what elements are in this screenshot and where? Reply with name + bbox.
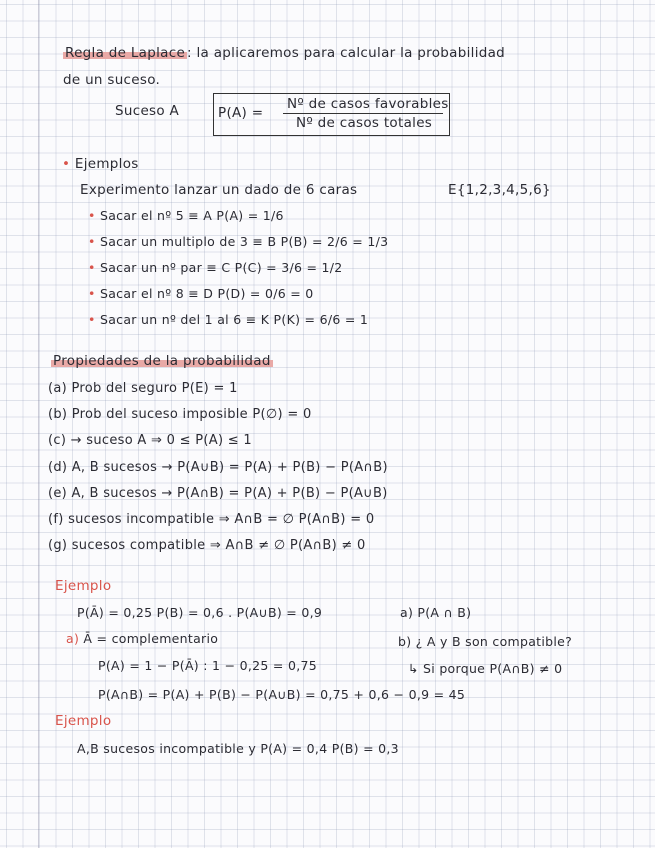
propiedad-label: (e): [48, 486, 68, 501]
propiedad-label: (c): [48, 433, 67, 448]
ejemplo1-question-a: a) P(A ∩ B): [400, 605, 472, 620]
experiment-text: Experimento lanzar un dado de 6 caras: [80, 182, 358, 198]
propiedad-label: (a): [48, 381, 68, 396]
ejemplo1-question-b: b) ¿ A y B son compatible?: [398, 634, 573, 649]
ejemplo-item: [88, 233, 388, 251]
formula-numerator: Nº de casos favorables: [287, 96, 449, 112]
ejemplo-item-text: Sacar un nº par ≡ C P(C) = 3/6 = 1/2: [99, 260, 343, 275]
propiedades-title: [51, 352, 273, 370]
propiedad-text: A, B sucesos → P(A∪B) = P(A) + P(B) − P(A∩B): [71, 460, 388, 475]
propiedad-text: A, B sucesos → P(A∩B) = P(A) + P(B) − P(A∪B): [71, 486, 388, 501]
propiedad-label: (b): [48, 407, 68, 422]
ejemplo-item: [88, 285, 314, 303]
ejemplos-heading-text: Ejemplos: [74, 156, 139, 172]
propiedad-label: (g): [48, 538, 68, 553]
ejemplo-item-text: Sacar el nº 8 ≡ D P(D) = 0/6 = 0: [99, 286, 314, 301]
propiedad-item: [48, 511, 374, 529]
propiedad-label: (f): [48, 512, 64, 527]
ejemplo1-b-answer: ↳ Si porque P(A∩B) ≠ 0: [408, 661, 563, 676]
ejemplo1-a-calc: P(A) = 1 − P(Ā) : 1 − 0,25 = 0,75: [98, 658, 317, 673]
formula-left: P(A) =: [218, 105, 264, 121]
propiedad-text: → suceso A ⇒ 0 ≤ P(A) ≤ 1: [70, 433, 252, 448]
propiedad-item: [48, 406, 312, 424]
ejemplo2-text: A,B sucesos incompatible y P(A) = 0,4 P(B) = 0,3: [77, 741, 399, 756]
ejemplo1-given: P(Ā) = 0,25 P(B) = 0,6 . P(A∪B) = 0,9: [77, 605, 323, 620]
propiedad-text: Prob del seguro P(E) = 1: [71, 381, 238, 396]
propiedad-item: [48, 459, 388, 477]
sample-space: E{1,2,3,4,5,6}: [448, 182, 551, 198]
ejemplo-item: [88, 259, 343, 277]
propiedad-item: [48, 380, 238, 398]
propiedad-item: [48, 432, 252, 450]
ejemplo-item: [88, 311, 368, 329]
propiedad-item: [48, 485, 388, 503]
bullet-icon: •: [88, 286, 96, 301]
ejemplo1-result: P(A∩B) = P(A) + P(B) − P(A∪B) = 0,75 + 0,6 − 0,9 = 45: [98, 687, 466, 702]
ejemplo1-a: [66, 630, 218, 648]
ejemplo2-heading: Ejemplo: [55, 713, 112, 729]
bullet-icon: •: [88, 312, 96, 327]
ejemplo-item: [88, 207, 284, 225]
propiedad-text: sucesos incompatible ⇒ A∩B = ∅ P(A∩B) = 0: [68, 512, 375, 527]
propiedad-text: Prob del suceso imposible P(∅) = 0: [71, 407, 312, 422]
bullet-icon: •: [88, 260, 96, 275]
ejemplo-item-text: Sacar un nº del 1 al 6 ≡ K P(K) = 6/6 = 1: [99, 312, 369, 327]
formula-label: Suceso A: [115, 103, 180, 119]
laplace-title: Regla de Laplace: [65, 45, 186, 61]
intro-line-1: [63, 44, 505, 62]
propiedades-title-text: Propiedades de la probabilidad: [53, 353, 271, 369]
propiedad-text: sucesos compatible ⇒ A∩B ≠ ∅ P(A∩B) ≠ 0: [71, 538, 366, 553]
ejemplo-item-text: Sacar un multiplo de 3 ≡ B P(B) = 2/6 = 1/3: [99, 234, 389, 249]
ejemplo-item-text: Sacar el nº 5 ≡ A P(A) = 1/6: [99, 208, 284, 223]
answer-a-text: Ā = complementario: [83, 631, 219, 646]
ejemplo1-heading: Ejemplo: [55, 578, 112, 594]
bullet-icon: •: [88, 208, 96, 223]
margin-line: [38, 0, 39, 848]
propiedad-item: [48, 537, 366, 555]
propiedad-label: (d): [48, 460, 68, 475]
answer-a-label: a): [66, 631, 80, 646]
bullet-icon: •: [62, 156, 71, 172]
intro-text: : la aplicaremos para calcular la probabilidad: [187, 45, 506, 61]
bullet-icon: •: [88, 234, 96, 249]
ejemplos-heading: [62, 155, 139, 173]
formula-denominator: Nº de casos totales: [296, 115, 433, 131]
intro-line-2: de un suceso.: [63, 72, 161, 88]
